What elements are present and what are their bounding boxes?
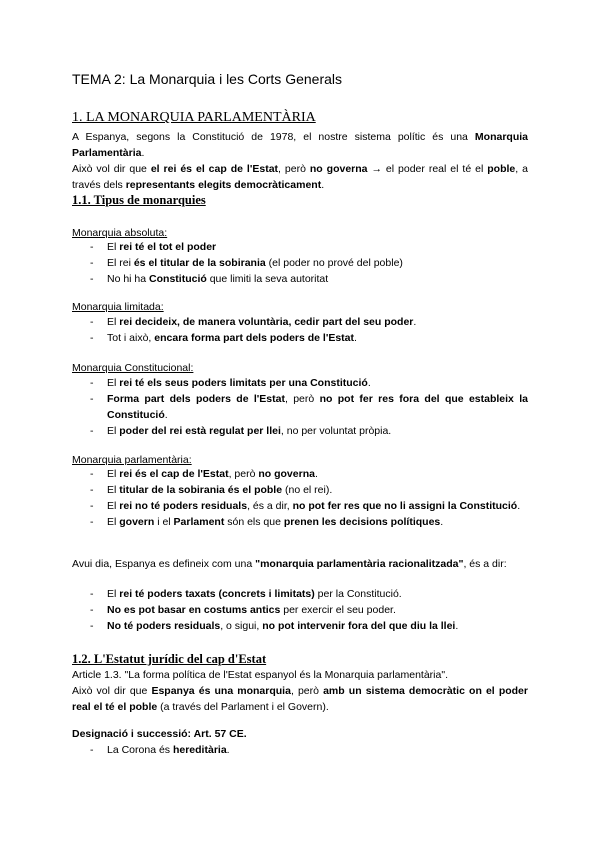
section-1-paragraph-2: Això vol dir que el rei és el cap de l'Estat, però no governa → el poder real el té el poble, a través dels representants elegits democràticament. <box>72 163 528 191</box>
avui-paragraph: Avui dia, Espanya es defineix com una "monarquia parlamentària racionalitzada", és a dir: <box>72 558 507 570</box>
section-1-2-paragraph-2: Això vol dir que Espanya és una monarquia, però amb un sistema democràtic on el poder real el té el poble (a través del Parlament i el Govern). <box>72 685 528 713</box>
constitucional-list <box>72 375 528 439</box>
list-item: - Forma part dels poders de l'Estat, però no pot fer res fora del que estableix la Constitució. <box>72 391 528 423</box>
list-item: - El poder del rei està regulat per llei, no per voluntat pròpia. <box>72 423 528 439</box>
section-1-heading: 1. LA MONARQUIA PARLAMENTÀRIA <box>72 110 316 125</box>
list-item: - No es pot basar en costums antics per exercir el seu poder. <box>72 602 528 618</box>
list-item: - La Corona és hereditària. <box>72 742 528 758</box>
designacio-heading: Designació i successió: Art. 57 CE. <box>72 728 247 740</box>
list-item: - No té poders residuals, o sigui, no pot intervenir fora del que diu la llei. <box>72 618 528 634</box>
constitucional-label: Monarquia Constitucional: <box>72 362 194 374</box>
list-item: - El rei és el titular de la sobirania (el poder no prové del poble) <box>72 255 528 271</box>
list-item: - El rei té el tot el poder <box>72 239 528 255</box>
list-item: - Tot i això, encara forma part dels poders de l'Estat. <box>72 330 528 346</box>
limitada-label: Monarquia limitada: <box>72 301 164 313</box>
section-1-2-heading: 1.2. L'Estatut jurídic del cap d'Estat <box>72 652 267 666</box>
list-item: - No hi ha Constitució que limiti la seva autoritat <box>72 271 528 287</box>
list-item: - El rei no té poders residuals, és a dir, no pot fer res que no li assigni la Constitució. <box>72 498 528 514</box>
section-1-paragraph-1: A Espanya, segons la Constitució de 1978, el nostre sistema polític és una Monarquia Parlamentària. <box>72 131 528 159</box>
list-item: - El govern i el Parlament són els que prenen les decisions polítiques. <box>72 514 528 530</box>
section-1-2-paragraph-1: Article 1.3. "La forma política de l'Estat espanyol és la Monarquia parlamentària". <box>72 669 448 681</box>
list-item: - El rei és el cap de l'Estat, però no governa. <box>72 466 528 482</box>
list-item: - El rei decideix, de manera voluntària, cedir part del seu poder. <box>72 314 528 330</box>
list-item: - El rei té els seus poders limitats per una Constitució. <box>72 375 528 391</box>
list-item: - El rei té poders taxats (concrets i limitats) per la Constitució. <box>72 586 528 602</box>
avui-list <box>72 586 528 634</box>
document-title: TEMA 2: La Monarquia i les Corts Generals <box>72 71 343 87</box>
designacio-list <box>72 742 528 758</box>
limitada-list <box>72 314 528 346</box>
absoluta-label: Monarquia absoluta: <box>72 227 168 239</box>
section-1-1-heading: 1.1. Tipus de monarquies <box>72 193 206 207</box>
parlamentaria-label: Monarquia parlamentària: <box>72 454 192 466</box>
list-item: - El titular de la sobirania és el poble (no el rei). <box>72 482 528 498</box>
parlamentaria-list <box>72 466 528 530</box>
absoluta-list <box>72 239 528 287</box>
